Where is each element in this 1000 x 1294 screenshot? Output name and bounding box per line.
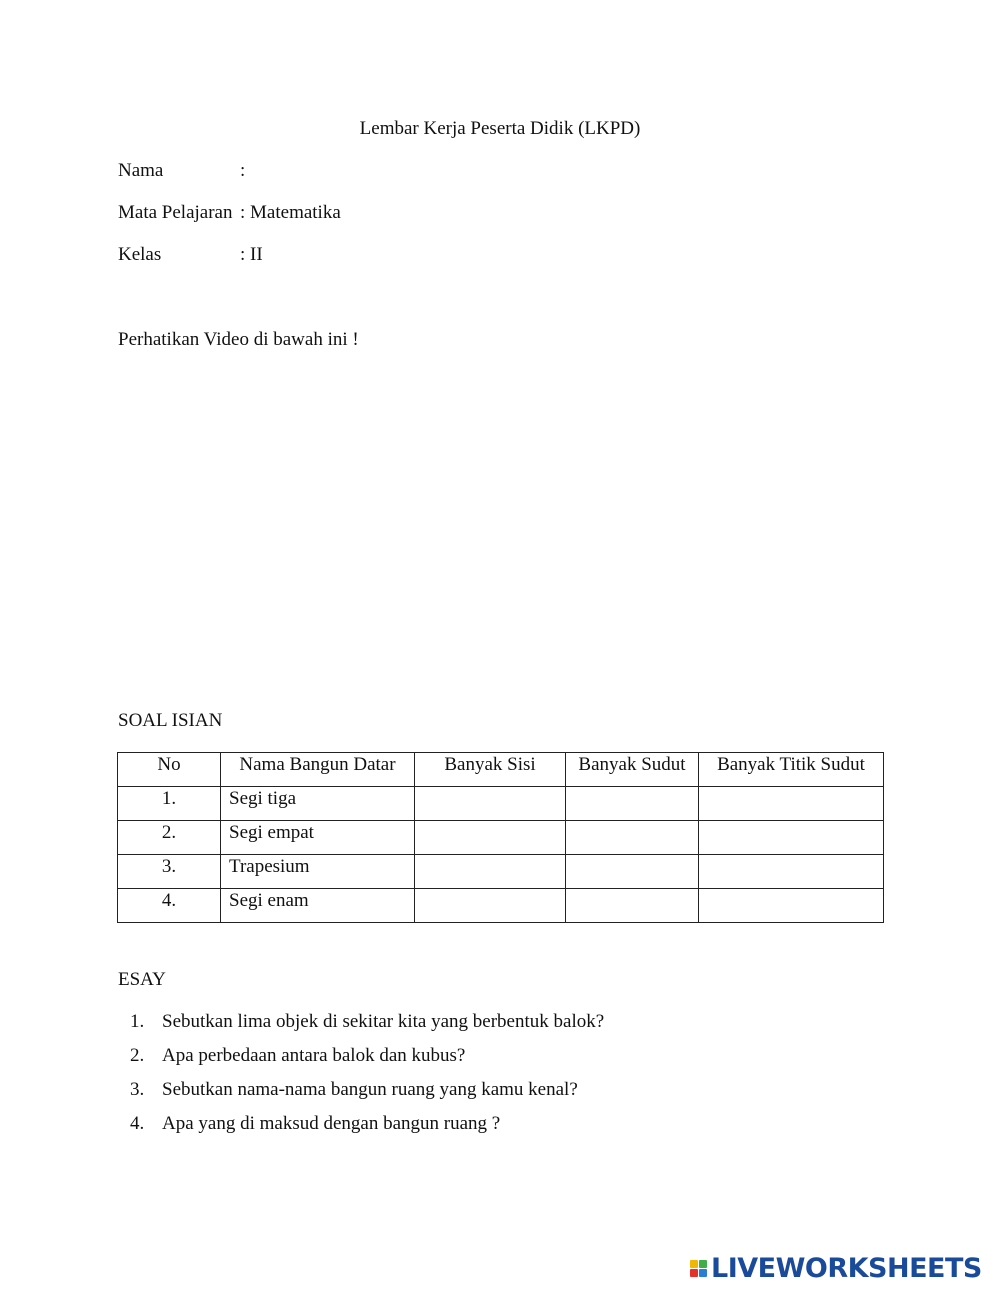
mark-square: [699, 1260, 707, 1268]
table-row: [118, 889, 884, 923]
table-row: [118, 855, 884, 889]
liveworksheets-logo[interactable]: [690, 1254, 982, 1284]
row-number: 3.: [118, 855, 221, 889]
essay-number: 4.: [130, 1113, 145, 1134]
page-title: Lembar Kerja Peserta Didik (LKPD): [359, 118, 641, 139]
shape-name: Segi empat: [221, 821, 415, 855]
essay-question: Sebutkan lima objek di sekitar kita yang berbentuk balok?: [162, 1011, 605, 1032]
shape-name: Segi tiga: [221, 787, 415, 821]
essay-question: Sebutkan nama-nama bangun ruang yang kamu kenal?: [162, 1079, 578, 1100]
shape-name: Segi enam: [221, 889, 415, 923]
row-number: 4.: [118, 889, 221, 923]
essay-heading: ESAY: [118, 969, 166, 990]
answer-cell-sudut[interactable]: [566, 821, 699, 855]
kelas-value: : II: [240, 244, 263, 265]
answer-cell-sudut[interactable]: [566, 889, 699, 923]
soal-isian-table: [117, 752, 884, 923]
answer-cell-sisi[interactable]: [415, 787, 566, 821]
table-row: [118, 821, 884, 855]
col-header-nama: Nama Bangun Datar: [221, 753, 415, 787]
answer-cell-titik-sudut[interactable]: [699, 787, 884, 821]
row-number: 2.: [118, 821, 221, 855]
essay-number: 1.: [130, 1011, 145, 1032]
answer-cell-sudut[interactable]: [566, 787, 699, 821]
answer-cell-titik-sudut[interactable]: [699, 855, 884, 889]
logo-text: LIVEWORKSHEETS: [711, 1253, 982, 1284]
shape-name: Trapesium: [221, 855, 415, 889]
mark-square: [699, 1269, 707, 1277]
nama-label: Nama: [118, 160, 164, 181]
answer-cell-sisi[interactable]: [415, 889, 566, 923]
nama-field[interactable]: :: [240, 160, 246, 181]
video-area: [118, 370, 884, 690]
essay-question: Apa yang di maksud dengan bangun ruang ?: [162, 1113, 501, 1134]
answer-cell-sisi[interactable]: [415, 821, 566, 855]
essay-number: 3.: [130, 1079, 145, 1100]
answer-cell-sudut[interactable]: [566, 855, 699, 889]
col-header-sisi: Banyak Sisi: [415, 753, 566, 787]
video-instruction: Perhatikan Video di bawah ini !: [118, 329, 359, 350]
mapel-value: : Matematika: [240, 202, 341, 223]
col-header-sudut: Banyak Sudut: [566, 753, 699, 787]
table-row: [118, 787, 884, 821]
mark-square: [690, 1269, 698, 1277]
essay-question: Apa perbedaan antara balok dan kubus?: [162, 1045, 466, 1066]
col-header-titik-sudut: Banyak Titik Sudut: [699, 753, 884, 787]
answer-cell-titik-sudut[interactable]: [699, 889, 884, 923]
soal-isian-heading: SOAL ISIAN: [118, 710, 223, 731]
kelas-label: Kelas: [118, 244, 162, 265]
mark-square: [690, 1260, 698, 1268]
liveworksheets-mark-icon: [690, 1256, 708, 1282]
essay-number: 2.: [130, 1045, 145, 1066]
answer-cell-sisi[interactable]: [415, 855, 566, 889]
answer-cell-titik-sudut[interactable]: [699, 821, 884, 855]
table-header-row: [118, 753, 884, 787]
row-number: 1.: [118, 787, 221, 821]
mapel-label: Mata Pelajaran: [118, 202, 233, 223]
col-header-no: No: [118, 753, 221, 787]
